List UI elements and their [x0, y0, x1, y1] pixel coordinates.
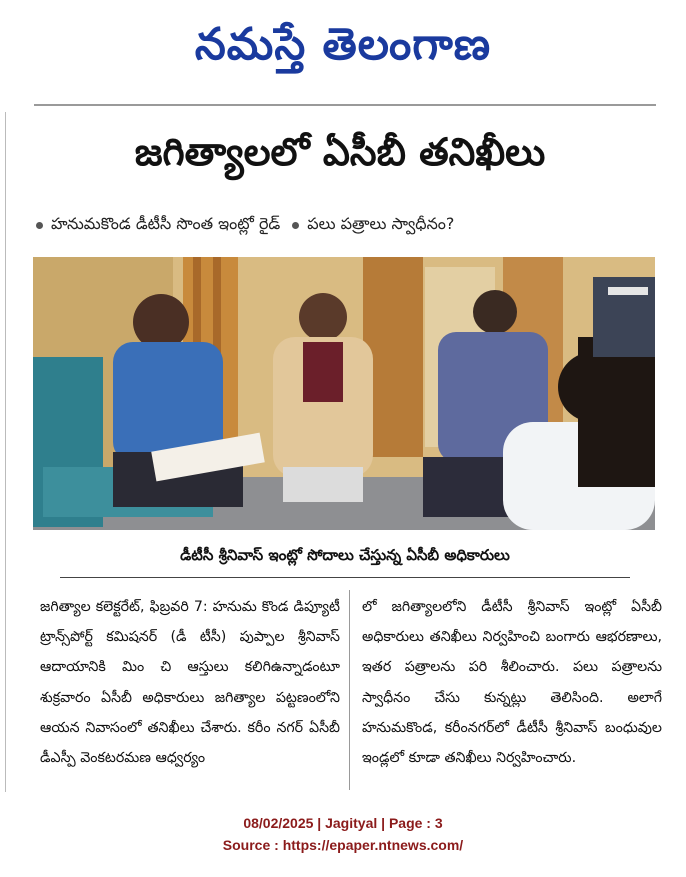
- subhead-text: పలు పత్రాలు స్వాధీనం?: [307, 213, 455, 233]
- bullet-icon: [36, 222, 43, 229]
- photo-illustration: [33, 257, 655, 530]
- footer-date-line: 08/02/2025 | Jagityal | Page : 3: [243, 815, 443, 831]
- column-divider: [349, 590, 350, 790]
- masthead-rule: [34, 104, 656, 106]
- article-photo: [33, 257, 655, 530]
- subheads: [36, 210, 656, 240]
- subhead-1: [36, 214, 280, 237]
- caption-rule: [60, 577, 630, 578]
- subhead-text: హనుమకొండ డీటీసీ సొంత ఇంట్లో రైడ్: [51, 213, 281, 233]
- newspaper-logo: నమస్తే తెలంగాణ: [194, 19, 492, 70]
- bullet-icon: [292, 222, 299, 229]
- masthead: [0, 0, 686, 100]
- article-headline: జగిత్యాలలో ఏసీబీ తనిఖీలు: [134, 130, 546, 174]
- body-text: లో జగిత్యాలలోని డీటీసీ శ్రీనివాస్ ఇంట్లో ఏసీబీ అధికారులు తనిఖీలు నిర్వహించి బంగారు ఆభరణాలు, ఇతర పత్రాలను పరి శీలించారు. పలు పత్రాలను స్వాధీనం చేసు కున్నట్లు తెలిసింది. అలాగే హనుమకొండ, కరీంనగర్‌లో డీటీసీ శ్రీనివాస్ బంధువుల ఇండ్లలో కూడా తనిఖీలు నిర్వహించారు.: [362, 599, 662, 767]
- photo-caption: డీటీసీ శ్రీనివాస్ ఇంట్లో సోదాలు చేస్తున్న ఏసీబీ అధికారులు: [180, 546, 510, 564]
- body-column-left: [40, 592, 340, 773]
- body-column-right: [362, 592, 662, 773]
- subhead-2: [292, 214, 454, 237]
- footer-source-line[interactable]: Source : https://epaper.ntnews.com/: [222, 837, 464, 853]
- clip-border: [5, 112, 6, 792]
- body-text: జగిత్యాల కలెక్టరేట్, ఫిబ్రవరి 7: హనుమ కొండ డిప్యూటీ ట్రాన్స్‌పోర్ట్ కమిషనర్ (డీ టీసీ) పుప్పాల శ్రీనివాస్ ఆదాయానికి మిం చి ఆస్తులు కలిగిఉన్నాడంటూ శుక్రవారం ఏసీబీ అధికారులు జగిత్యాల పట్టణంలోని ఆయన నివాసంలో తనిఖీలు చేశారు. కరీం నగర్ ఏసీబీ డీఎస్పీ వెంకటరమణ ఆధ్వర్యం: [40, 599, 340, 767]
